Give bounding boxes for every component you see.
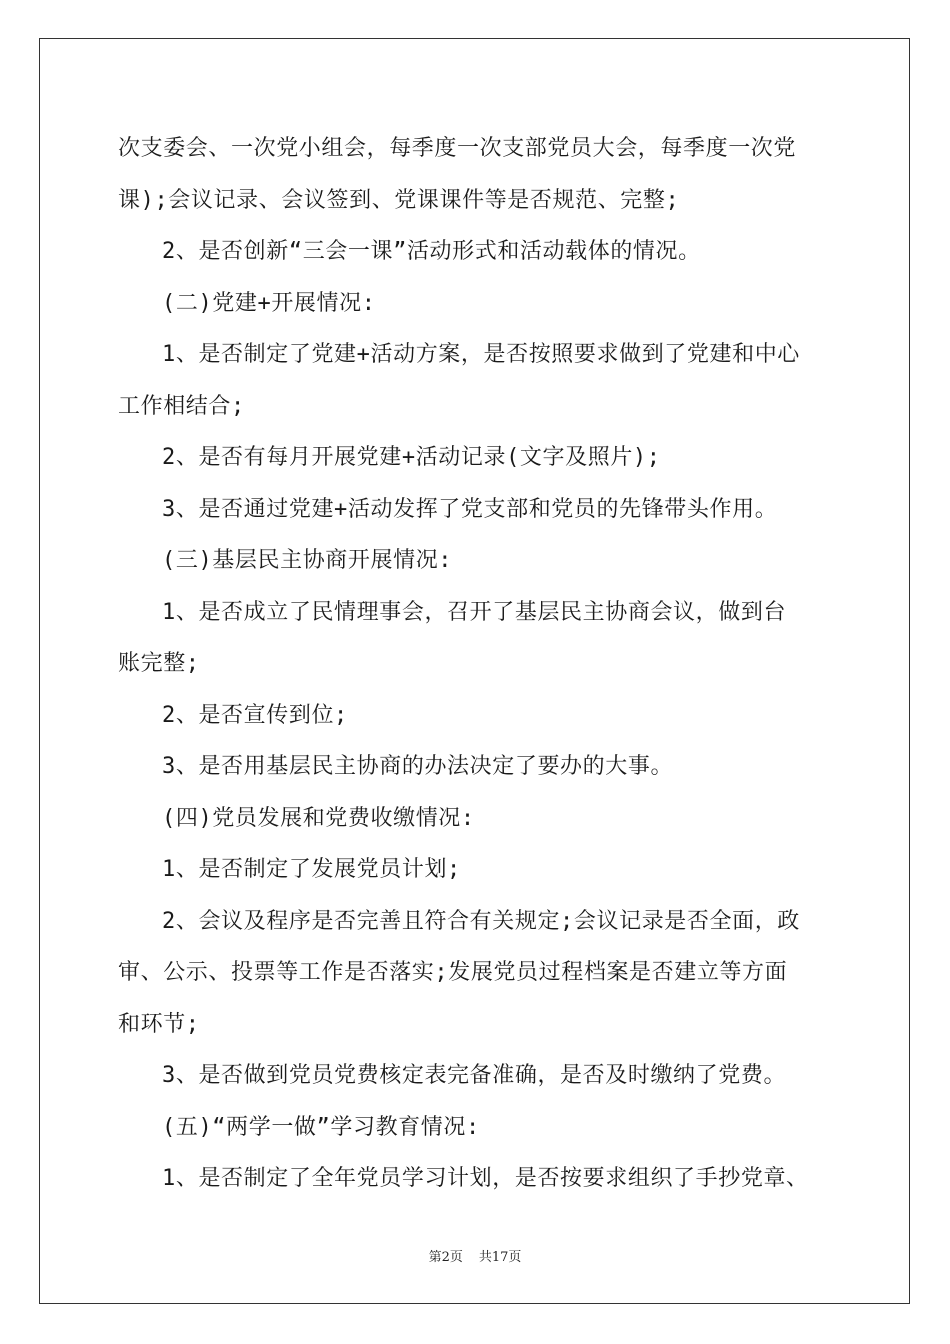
paragraph-line: 2、是否有每月开展党建+活动记录(文字及照片); — [162, 445, 661, 470]
paragraph-line: 2、是否创新“三会一课”活动形式和活动载体的情况。 — [162, 239, 701, 264]
section-heading: (五)“两学一做”学习教育情况: — [162, 1114, 480, 1140]
page-number: 第2页 — [428, 1250, 463, 1265]
paragraph-line: 3、是否做到党员党费核定表完备准确，是否及时缴纳了党费。 — [162, 1063, 787, 1088]
paragraph-line: 次支委会、一次党小组会，每季度一次支部党员大会，每季度一次党 — [118, 136, 797, 161]
paragraph-line: 和环节; — [118, 1011, 200, 1037]
paragraph-line: 1、是否成立了民情理事会，召开了基层民主协商会议，做到台 — [162, 599, 787, 625]
paragraph-line: 2、是否宣传到位; — [162, 702, 348, 728]
paragraph-line: 1、是否制定了全年党员学习计划，是否按要求组织了手抄党章、 — [162, 1166, 809, 1191]
page-total: 共17页 — [478, 1250, 522, 1265]
paragraph-line: 2、会议及程序是否完善且符合有关规定;会议记录是否全面，政 — [162, 908, 800, 934]
section-heading: (三)基层民主协商开展情况: — [162, 548, 453, 573]
document-body — [118, 123, 834, 1205]
paragraph-line: 1、是否制定了发展党员计划; — [162, 857, 461, 882]
paragraph-line: 3、是否用基层民主协商的办法决定了要办的大事。 — [162, 754, 674, 779]
paragraph-line: 课);会议记录、会议签到、党课课件等是否规范、完整; — [118, 187, 680, 213]
paragraph-line: 账完整; — [118, 651, 200, 676]
page-footer — [0, 1246, 950, 1265]
paragraph-line: 1、是否制定了党建+活动方案，是否按照要求做到了党建和中心 — [162, 342, 800, 367]
paragraph-line: 3、是否通过党建+活动发挥了党支部和党员的先锋带头作用。 — [162, 496, 778, 522]
section-heading: (四)党员发展和党费收缴情况: — [162, 805, 475, 831]
section-heading: (二)党建+开展情况: — [162, 290, 376, 316]
paragraph-line: 审、公示、投票等工作是否落实;发展党员过程档案是否建立等方面 — [118, 960, 788, 985]
paragraph-line: 工作相结合; — [118, 393, 245, 419]
